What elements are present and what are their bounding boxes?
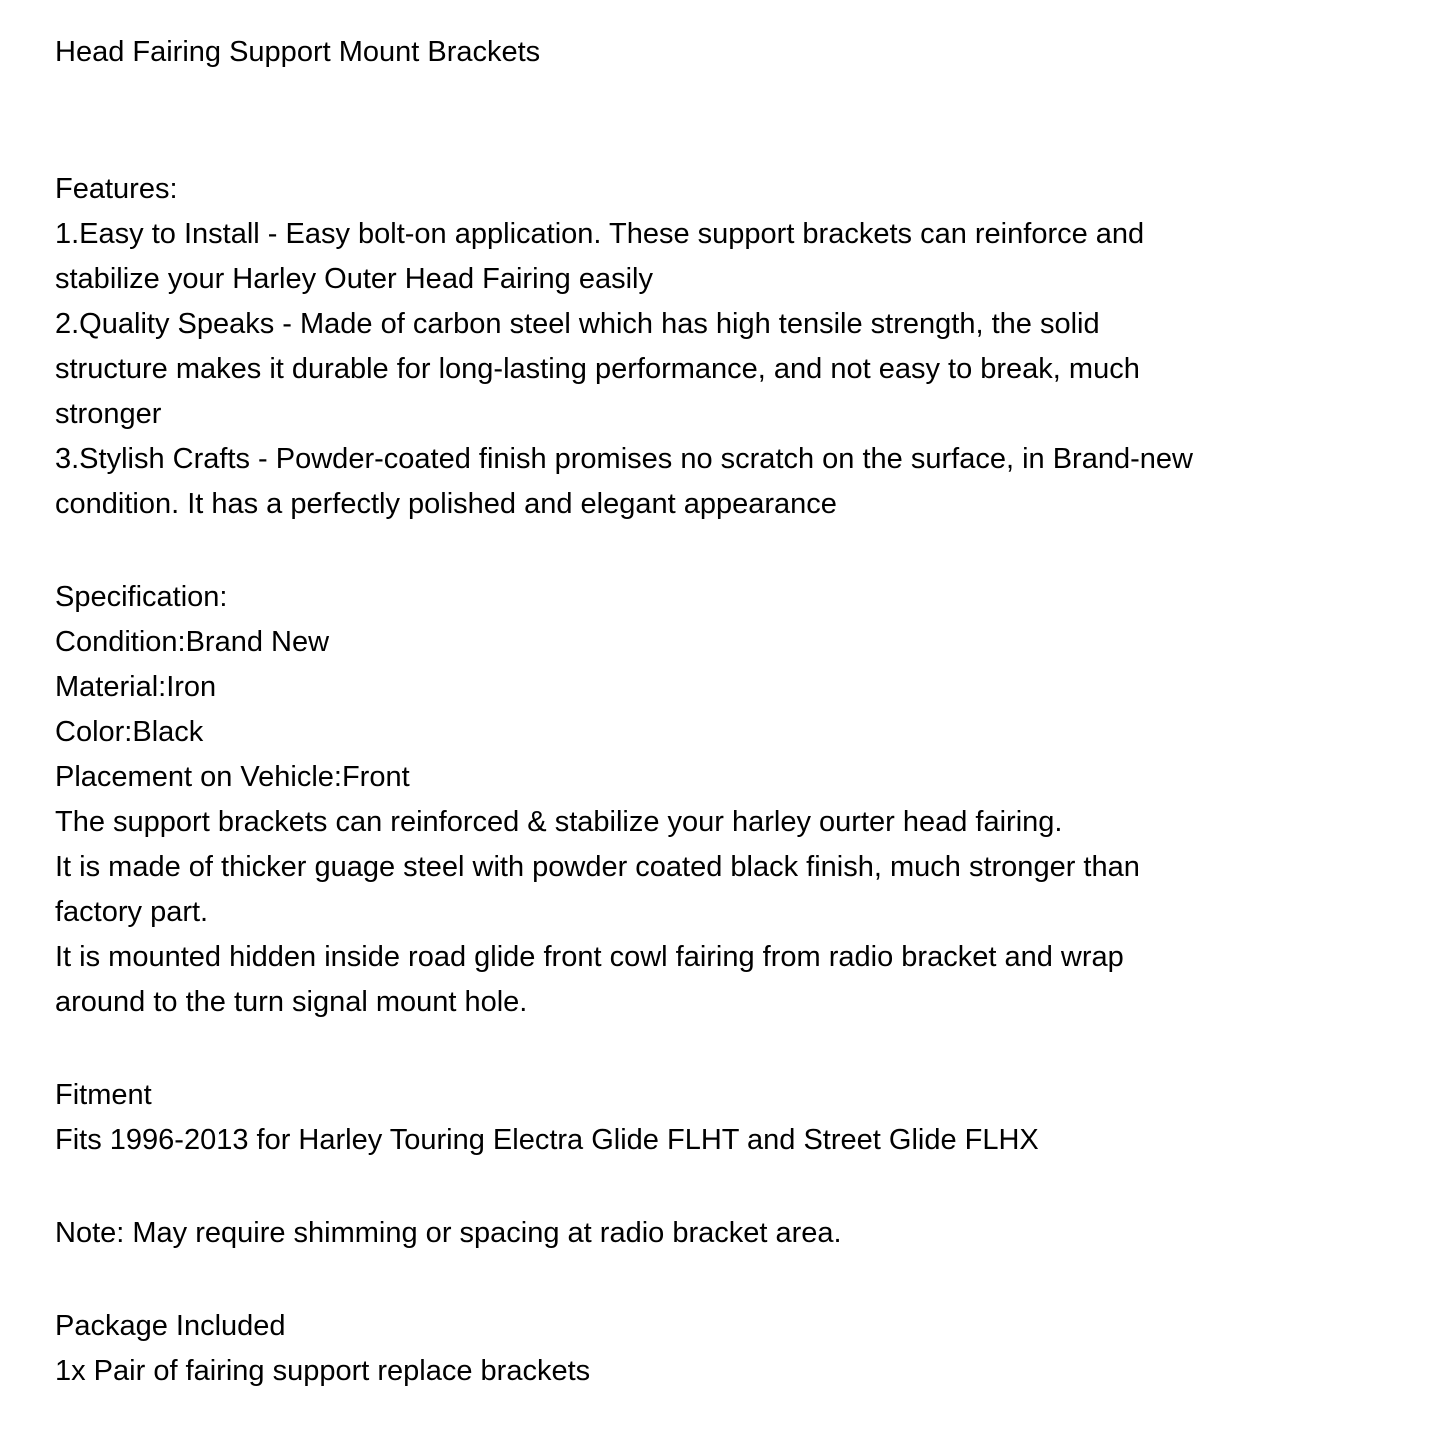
spec-color: Color:Black <box>55 716 204 748</box>
text-line: It is made of thicker guage steel with powder coated black finish, much stronger than <box>55 851 1140 883</box>
section-fitment <box>55 1073 1405 1163</box>
spec-material: Material:Iron <box>55 671 217 703</box>
note-line: Note: May require shimming or spacing at radio bracket area. <box>55 1217 842 1249</box>
text-line: around to the turn signal mount hole. <box>55 986 528 1018</box>
text-line: structure makes it durable for long-lasting performance, and not easy to break, much <box>55 353 1140 385</box>
features-heading: Features: <box>55 173 178 205</box>
section-note <box>55 1211 1405 1256</box>
text-line: stabilize your Harley Outer Head Fairing easily <box>55 263 653 295</box>
text-line: 3.Stylish Crafts - Powder-coated finish promises no scratch on the surface, in Brand-new <box>55 443 1193 475</box>
text-line: It is mounted hidden inside road glide front cowl fairing from radio bracket and wrap <box>55 941 1124 973</box>
text-line: 1x Pair of fairing support replace brackets <box>55 1355 591 1387</box>
section-specification <box>55 575 1405 1025</box>
specification-heading: Specification: <box>55 581 228 613</box>
spec-condition: Condition:Brand New <box>55 626 330 658</box>
package-heading: Package Included <box>55 1310 286 1342</box>
text-line: factory part. <box>55 896 209 928</box>
text-line: The support brackets can reinforced & stabilize your harley ourter head fairing. <box>55 806 1063 838</box>
text-line: 2.Quality Speaks - Made of carbon steel which has high tensile strength, the solid <box>55 308 1100 340</box>
text-line: stronger <box>55 398 162 430</box>
section-features <box>55 167 1405 527</box>
document-title: Head Fairing Support Mount Brackets <box>55 36 541 68</box>
fitment-heading: Fitment <box>55 1079 152 1111</box>
spec-placement: Placement on Vehicle:Front <box>55 761 410 793</box>
text-line: 1.Easy to Install - Easy bolt-on application. These support brackets can reinforce and <box>55 218 1145 250</box>
text-line: condition. It has a perfectly polished and elegant appearance <box>55 488 837 520</box>
section-package <box>55 1304 1405 1394</box>
text-line: Fits 1996-2013 for Harley Touring Electra Glide FLHT and Street Glide FLHX <box>55 1124 1039 1156</box>
